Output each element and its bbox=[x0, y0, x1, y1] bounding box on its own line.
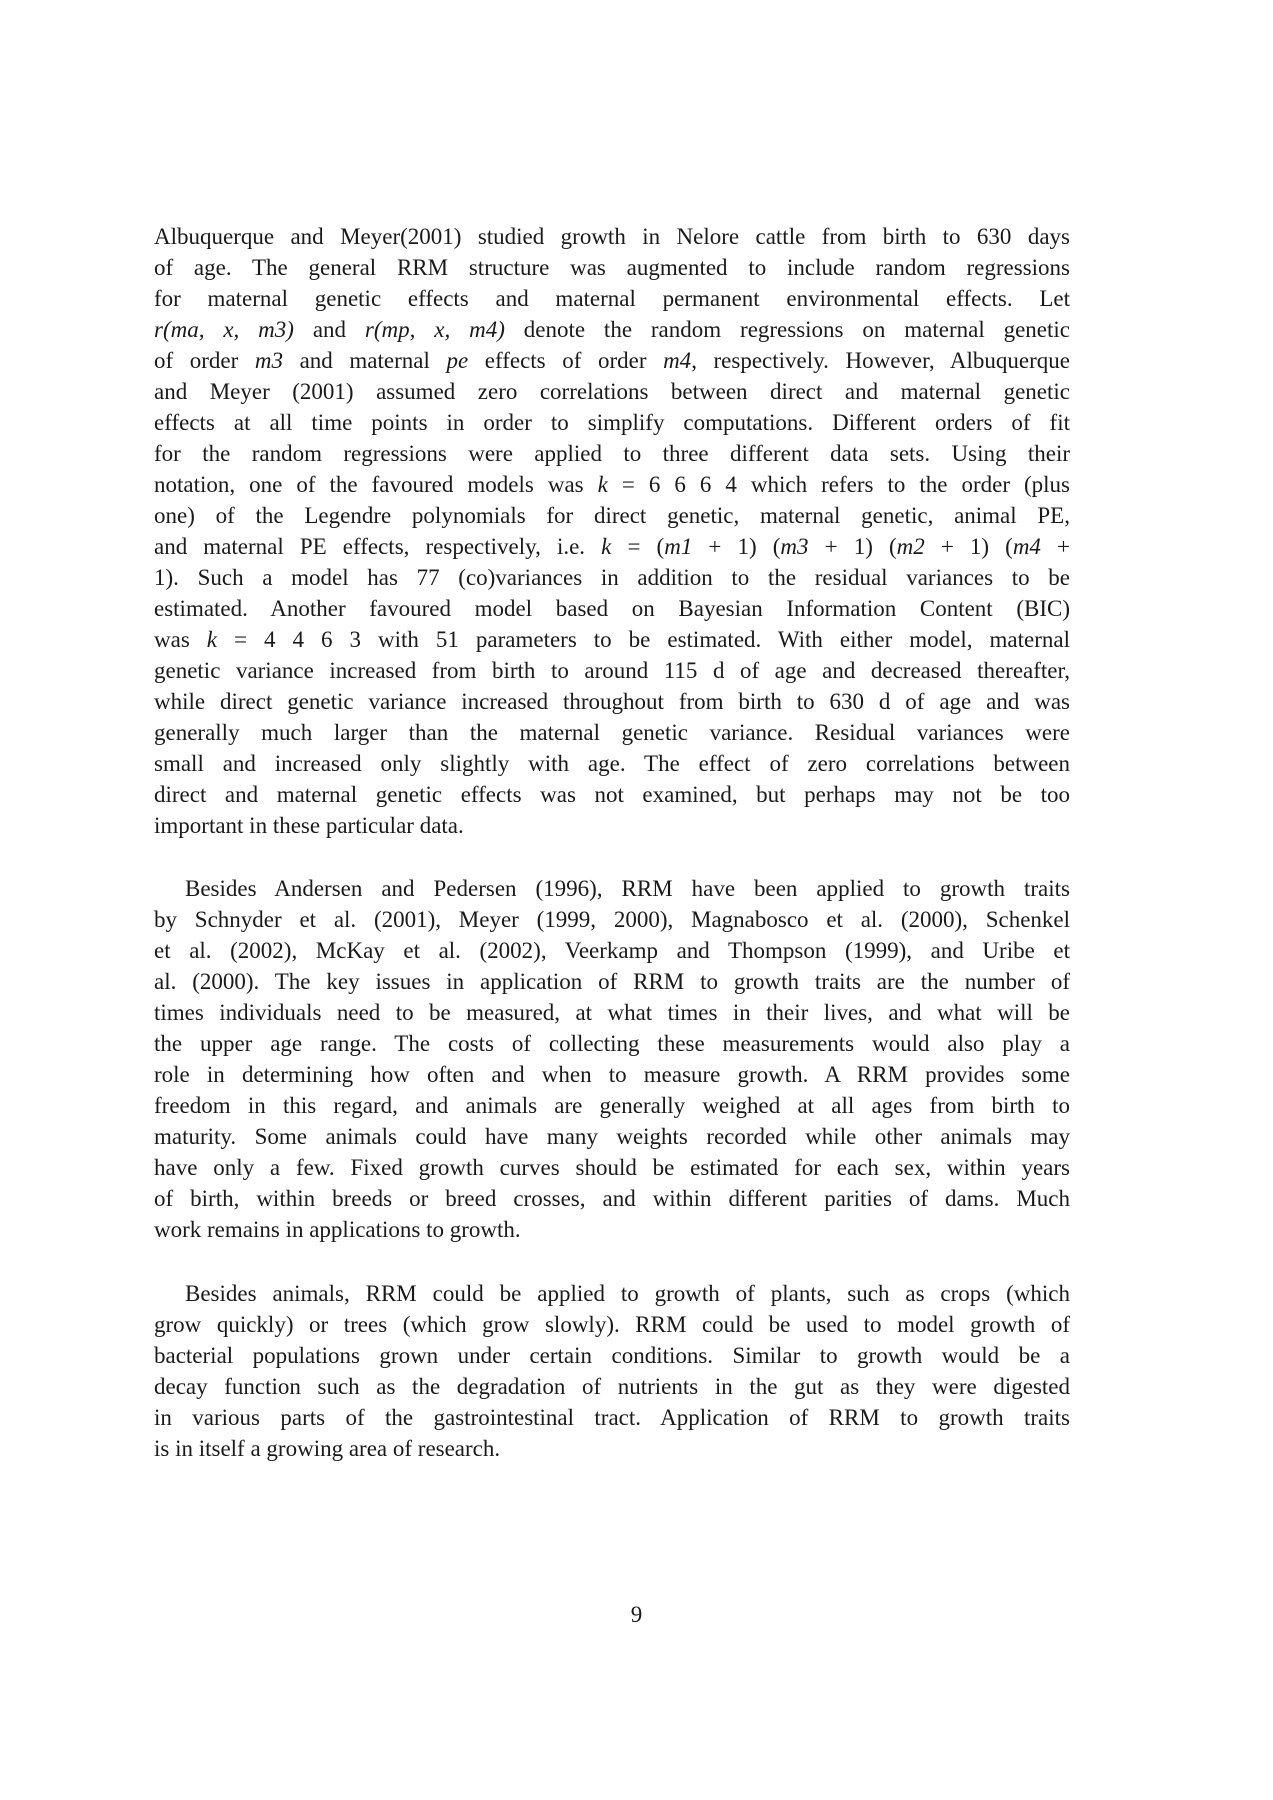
text-line bbox=[154, 1340, 1070, 1371]
math-term: k bbox=[601, 534, 612, 559]
text-line bbox=[154, 748, 1070, 779]
text-segment: the upper age range. The costs of collecting these measurements would also play a bbox=[154, 1031, 1070, 1056]
text-line bbox=[154, 624, 1070, 655]
text-line bbox=[154, 1090, 1070, 1121]
text-segment: = 4 4 6 3 with 51 parameters to be estimated. With either model, maternal bbox=[217, 627, 1070, 652]
math-term: m3 bbox=[780, 534, 809, 559]
text-segment: one) of the Legendre polynomials for direct genetic, maternal genetic, animal PE, bbox=[154, 503, 1070, 528]
text-segment: times individuals need to be measured, at what times in their lives, and what will be bbox=[154, 1000, 1070, 1025]
math-term: m2 bbox=[896, 534, 925, 559]
text-segment: by Schnyder et al. (2001), Meyer (1999, 2000), Magnabosco et al. (2000), Schenkel bbox=[154, 907, 1070, 932]
text-line bbox=[154, 314, 1070, 345]
text-line bbox=[154, 1214, 1070, 1245]
text-segment: et al. (2002), McKay et al. (2002), Veerkamp and Thompson (1999), and Uribe et bbox=[154, 938, 1070, 963]
text-line bbox=[154, 438, 1070, 469]
text-line bbox=[154, 1402, 1070, 1433]
text-segment: Besides Andersen and Pedersen (1996), RRM have been applied to growth traits bbox=[185, 876, 1070, 901]
text-line bbox=[154, 717, 1070, 748]
text-line bbox=[154, 283, 1070, 314]
math-term: pe bbox=[446, 348, 469, 373]
text-segment: role in determining how often and when to measure growth. A RRM provides some bbox=[154, 1062, 1070, 1087]
text-line bbox=[154, 655, 1070, 686]
text-segment: genetic variance increased from birth to around 115 d of age and decreased thereafter, bbox=[154, 658, 1070, 683]
text-segment: + 1) ( bbox=[924, 534, 1013, 559]
text-segment: notation, one of the favoured models was bbox=[154, 472, 598, 497]
text-line bbox=[154, 376, 1070, 407]
text-line bbox=[154, 252, 1070, 283]
text-line bbox=[154, 469, 1070, 500]
math-term: m4 bbox=[663, 348, 692, 373]
text-line bbox=[154, 500, 1070, 531]
text-segment: bacterial populations grown under certain conditions. Similar to growth would be a bbox=[154, 1343, 1070, 1368]
text-segment: effects of order bbox=[468, 348, 664, 373]
text-line bbox=[154, 1371, 1070, 1402]
text-segment: Albuquerque and Meyer(2001) studied growth in Nelore cattle from birth to 630 days bbox=[154, 224, 1070, 249]
text-line bbox=[154, 904, 1070, 935]
text-segment: freedom in this regard, and animals are generally weighed at all ages from birth to bbox=[154, 1093, 1070, 1118]
text-segment: generally much larger than the maternal genetic variance. Residual variances were bbox=[154, 720, 1070, 745]
text-line bbox=[154, 997, 1070, 1028]
text-line bbox=[154, 531, 1070, 562]
text-segment: important in these particular data. bbox=[154, 813, 464, 838]
text-line bbox=[154, 1152, 1070, 1183]
text-segment: denote the random regressions on maternal genetic bbox=[504, 317, 1070, 342]
text-line bbox=[154, 1433, 1070, 1464]
math-term: r(ma, x, m3) bbox=[154, 317, 294, 342]
text-line bbox=[154, 562, 1070, 593]
text-segment: effects at all time points in order to simplify computations. Different orders of fit bbox=[154, 410, 1070, 435]
text-segment: and maternal PE effects, respectively, i.e. bbox=[154, 534, 602, 559]
text-segment: is in itself a growing area of research. bbox=[154, 1436, 501, 1461]
text-line bbox=[154, 1183, 1070, 1214]
text-line bbox=[154, 1028, 1070, 1059]
text-segment: + bbox=[1040, 534, 1071, 559]
text-segment: have only a few. Fixed growth curves should be estimated for each sex, within years bbox=[154, 1155, 1070, 1180]
text-segment: was bbox=[154, 627, 207, 652]
text-segment: direct and maternal genetic effects was not examined, but perhaps may not be too bbox=[154, 782, 1070, 807]
paragraph-albuquerque-meyer bbox=[154, 221, 1070, 841]
text-segment: decay function such as the degradation of nutrients in the gut as they were digested bbox=[154, 1374, 1070, 1399]
text-segment: and Meyer (2001) assumed zero correlations between direct and maternal genetic bbox=[154, 379, 1070, 404]
text-segment: = ( bbox=[611, 534, 665, 559]
text-segment: in various parts of the gastrointestinal tract. Application of RRM to growth traits bbox=[154, 1405, 1070, 1430]
math-term: r(mp, x, m4) bbox=[364, 317, 505, 342]
text-segment: , respectively. However, Albuquerque bbox=[691, 348, 1071, 373]
text-segment: and bbox=[293, 317, 365, 342]
text-segment: of order bbox=[154, 348, 255, 373]
text-line bbox=[154, 407, 1070, 438]
text-line bbox=[154, 935, 1070, 966]
text-line bbox=[154, 221, 1070, 252]
text-line bbox=[154, 1059, 1070, 1090]
paragraph-rrm-growth-applications bbox=[154, 873, 1070, 1245]
text-line bbox=[154, 686, 1070, 717]
text-segment: maturity. Some animals could have many weights recorded while other animals may bbox=[154, 1124, 1070, 1149]
text-segment: estimated. Another favoured model based on Bayesian Information Content (BIC) bbox=[154, 596, 1070, 621]
text-segment: = 6 6 6 4 which refers to the order (plus bbox=[607, 472, 1070, 497]
text-segment: + 1) ( bbox=[808, 534, 897, 559]
text-segment: for maternal genetic effects and maternal permanent environmental effects. Let bbox=[154, 286, 1070, 311]
text-segment: 1). Such a model has 77 (co)variances in addition to the residual variances to be bbox=[154, 565, 1070, 590]
text-segment: for the random regressions were applied to three different data sets. Using their bbox=[154, 441, 1070, 466]
page-number: 9 bbox=[630, 1602, 643, 1627]
paragraph-rrm-plants-bacteria bbox=[154, 1278, 1070, 1464]
text-segment: al. (2000). The key issues in application of RRM to growth traits are the number of bbox=[154, 969, 1070, 994]
text-line bbox=[154, 810, 1070, 841]
math-term: k bbox=[206, 627, 217, 652]
text-segment: small and increased only slightly with age. The effect of zero correlations between bbox=[154, 751, 1070, 776]
text-segment: and maternal bbox=[283, 348, 447, 373]
text-line bbox=[154, 593, 1070, 624]
text-segment: while direct genetic variance increased throughout from birth to 630 d of age and was bbox=[154, 689, 1070, 714]
text-line bbox=[154, 345, 1070, 376]
text-segment: + 1) ( bbox=[692, 534, 781, 559]
text-segment: grow quickly) or trees (which grow slowly). RRM could be used to model growth of bbox=[154, 1312, 1070, 1337]
text-line bbox=[154, 1309, 1070, 1340]
math-term: m1 bbox=[664, 534, 693, 559]
text-segment: of birth, within breeds or breed crosses, and within different parities of dams. Much bbox=[154, 1186, 1070, 1211]
text-line bbox=[154, 1278, 1070, 1309]
math-term: k bbox=[597, 472, 608, 497]
text-line bbox=[154, 779, 1070, 810]
text-line bbox=[154, 966, 1070, 997]
math-term: m4 bbox=[1012, 534, 1041, 559]
math-term: m3 bbox=[254, 348, 283, 373]
text-line bbox=[154, 1121, 1070, 1152]
text-line bbox=[154, 873, 1070, 904]
text-segment: of age. The general RRM structure was augmented to include random regressions bbox=[154, 255, 1070, 280]
text-segment: Besides animals, RRM could be applied to growth of plants, such as crops (which bbox=[185, 1281, 1070, 1306]
text-segment: work remains in applications to growth. bbox=[154, 1217, 521, 1242]
